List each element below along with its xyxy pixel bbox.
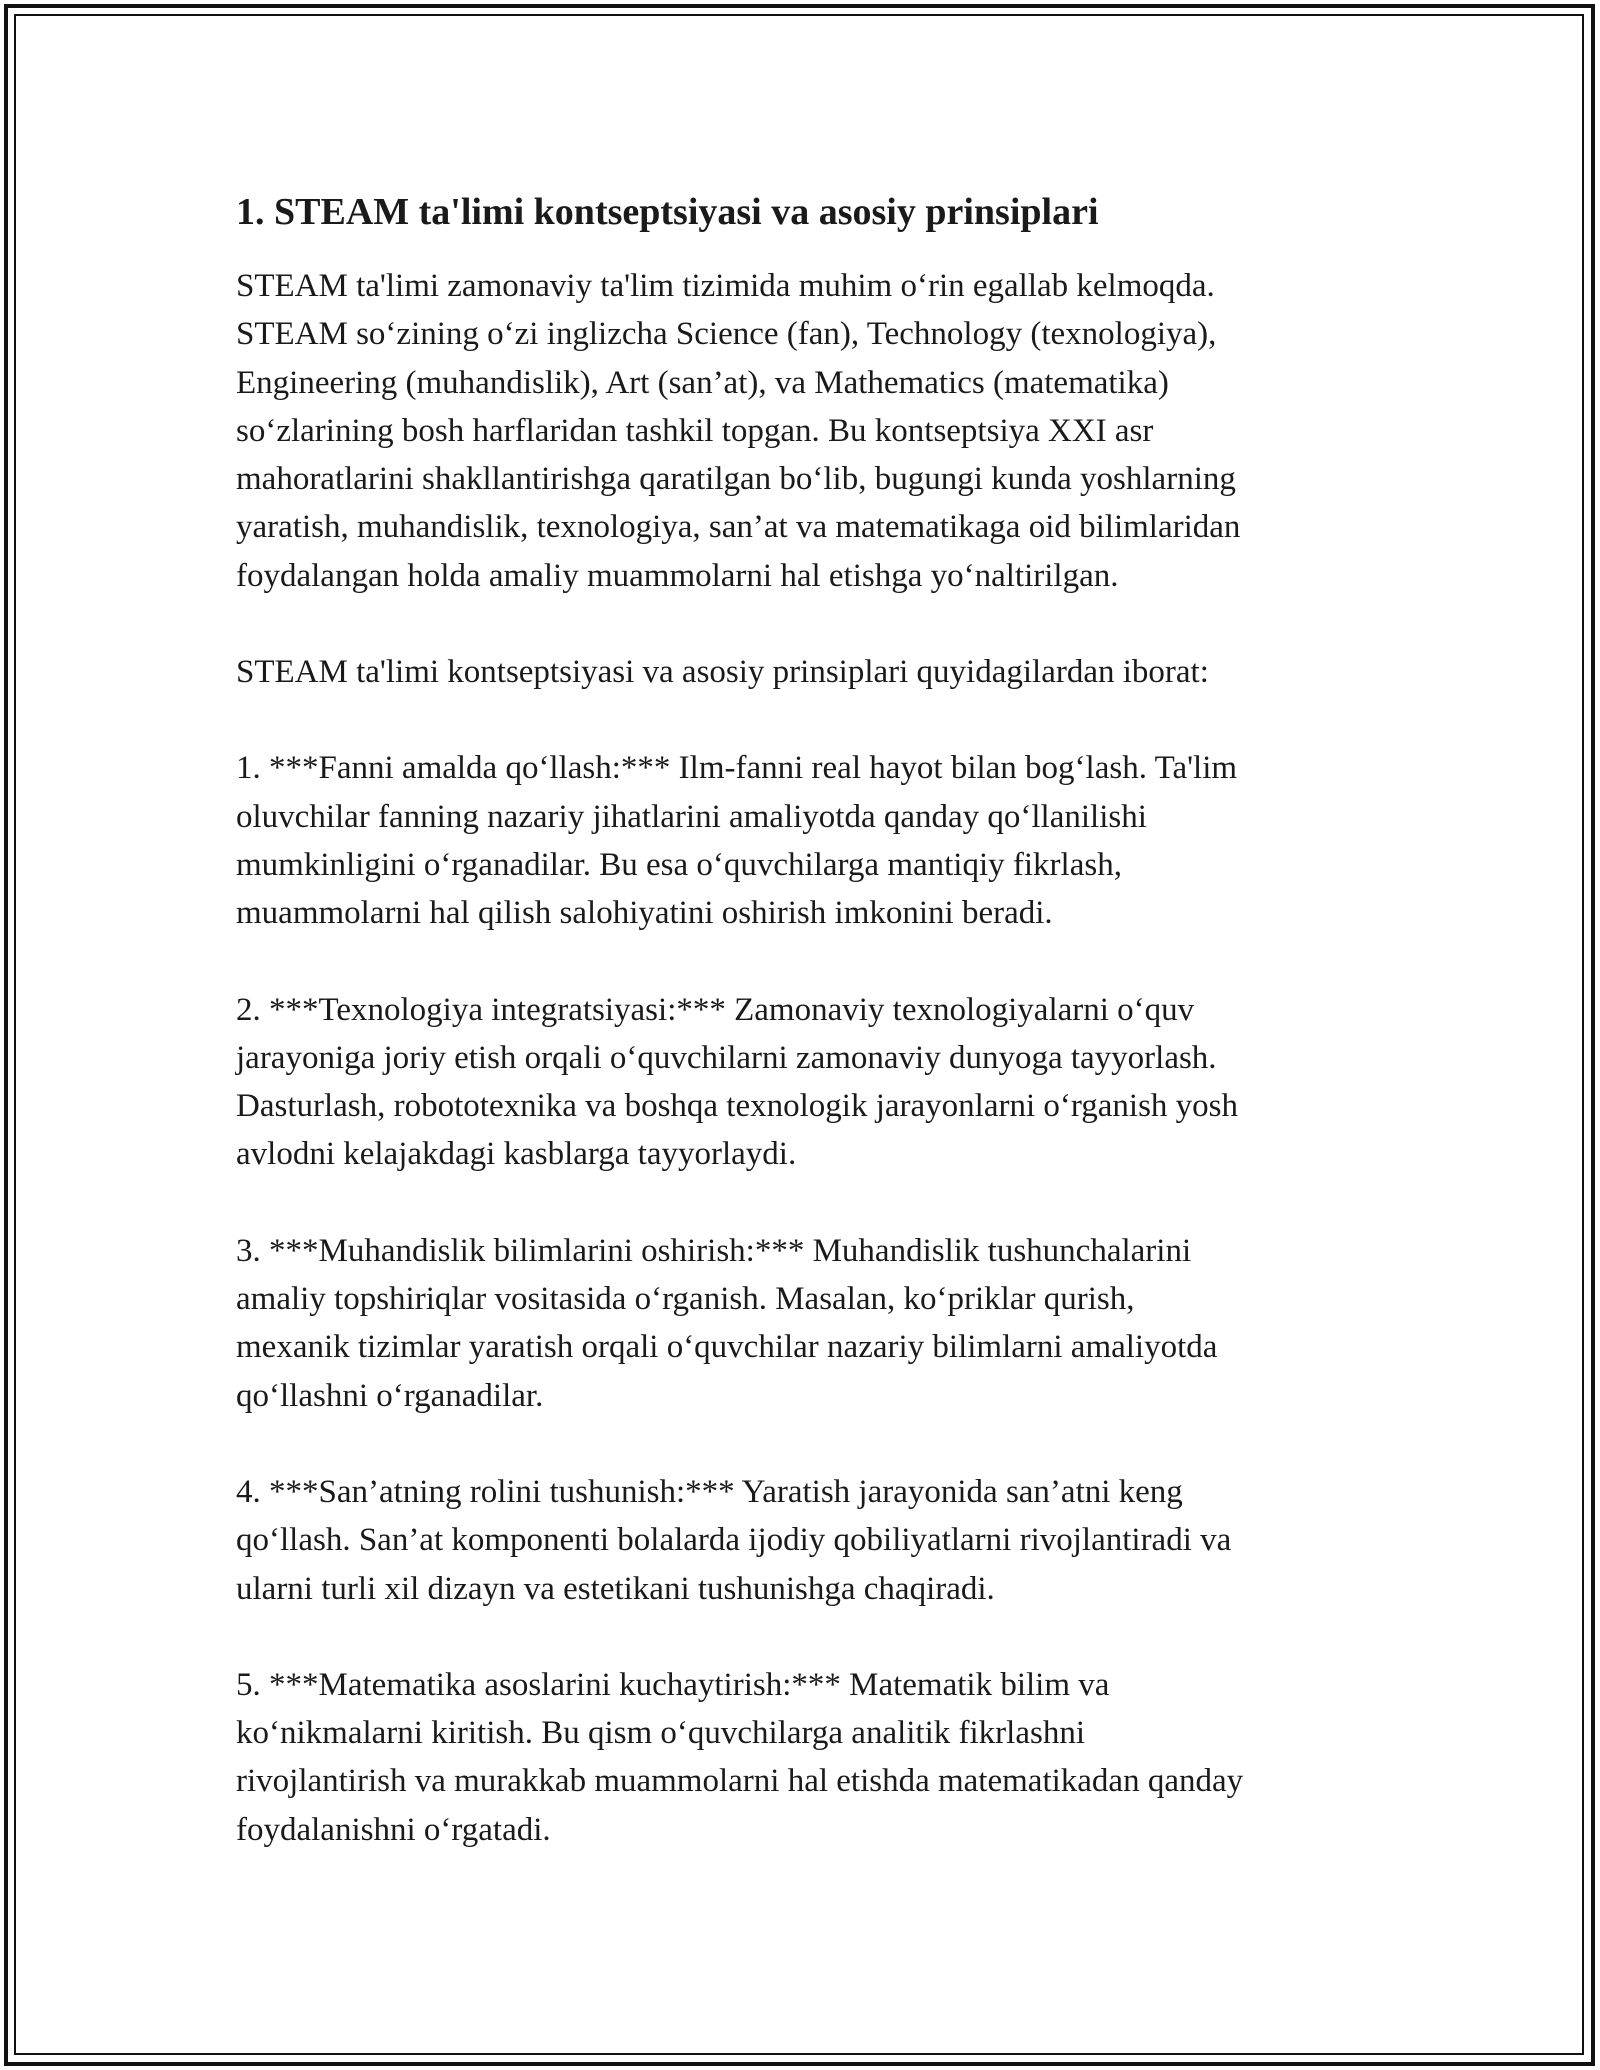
intro-paragraph: STEAM ta'limi zamonaviy ta'lim tizimida muhim o‘rin egallab kelmoqda. STEAM so‘zining o‘zi inglizcha Science (fan), Technology (texnologiya), Engineering (muhandislik), Art (san’at), va Mathematics (matematika) so‘zlarining bosh harflaridan tashkil topgan. Bu kontseptsiya XXI asr mahoratlarini shakllantirishga qaratilgan bo‘lib, bugungi kunda yoshlarning yaratish, muhandislik, texnologiya, san’at va matematikaga oid bilimlaridan foydalangan holda amaliy muammolarni hal etishga yo‘naltirilgan.: [236, 268, 1241, 594]
principle-5-paragraph: 5. ***Matematika asoslarini kuchaytirish:*** Matematik bilim va ko‘nikmalarni kiritish. Bu qism o‘quvchilarga analitik fikrlashni rivojlantirish va murakkab muammolarni hal etishda matematikadan qanday foydalanishni o‘rgatadi.: [236, 1666, 1244, 1848]
document-body: [236, 184, 1386, 1902]
principles-lead-paragraph: STEAM ta'limi kontseptsiyasi va asosiy prinsiplari quyidagilardan iborat:: [236, 654, 1209, 691]
document-title: 1. STEAM ta'limi kontseptsiyasi va asosiy prinsiplari: [236, 191, 1099, 233]
principle-1-paragraph: 1. ***Fanni amalda qo‘llash:*** Ilm-fanni real hayot bilan bog‘lash. Ta'lim oluvchilar fanning nazariy jihatlarini amaliyotda qanday qo‘llanilishi mumkinligini o‘rganadilar. Bu esa o‘quvchilarga mantiqiy fikrlash, muammolarni hal qilish salohiyatini oshirish imkonini beradi.: [236, 750, 1238, 932]
principle-3-paragraph: 3. ***Muhandislik bilimlarini oshirish:*** Muhandislik tushunchalarini amaliy topshiriqlar vositasida o‘rganish. Masalan, ko‘priklar qurish, mexanik tizimlar yaratish orqali o‘quvchilar nazariy bilimlarni amaliyotda qo‘llashni o‘rganadilar.: [236, 1232, 1218, 1414]
principle-2-paragraph: 2. ***Texnologiya integratsiyasi:*** Zamonaviy texnologiyalarni o‘quv jarayoniga joriy etish orqali o‘quvchilarni zamonaviy dunyoga tayyorlash. Dasturlash, robototexnika va boshqa texnologik jarayonlarni o‘rganish yosh avlodni kelajakdagi kasblarga tayyorlaydi.: [236, 991, 1239, 1173]
principle-4-paragraph: 4. ***San’atning rolini tushunish:*** Yaratish jarayonida san’atni keng qo‘llash. San’at komponenti bolalarda ijodiy qobiliyatlarni rivojlantiradi va ularni turli xil dizayn va estetikani tushunishga chaqiradi.: [236, 1473, 1232, 1607]
